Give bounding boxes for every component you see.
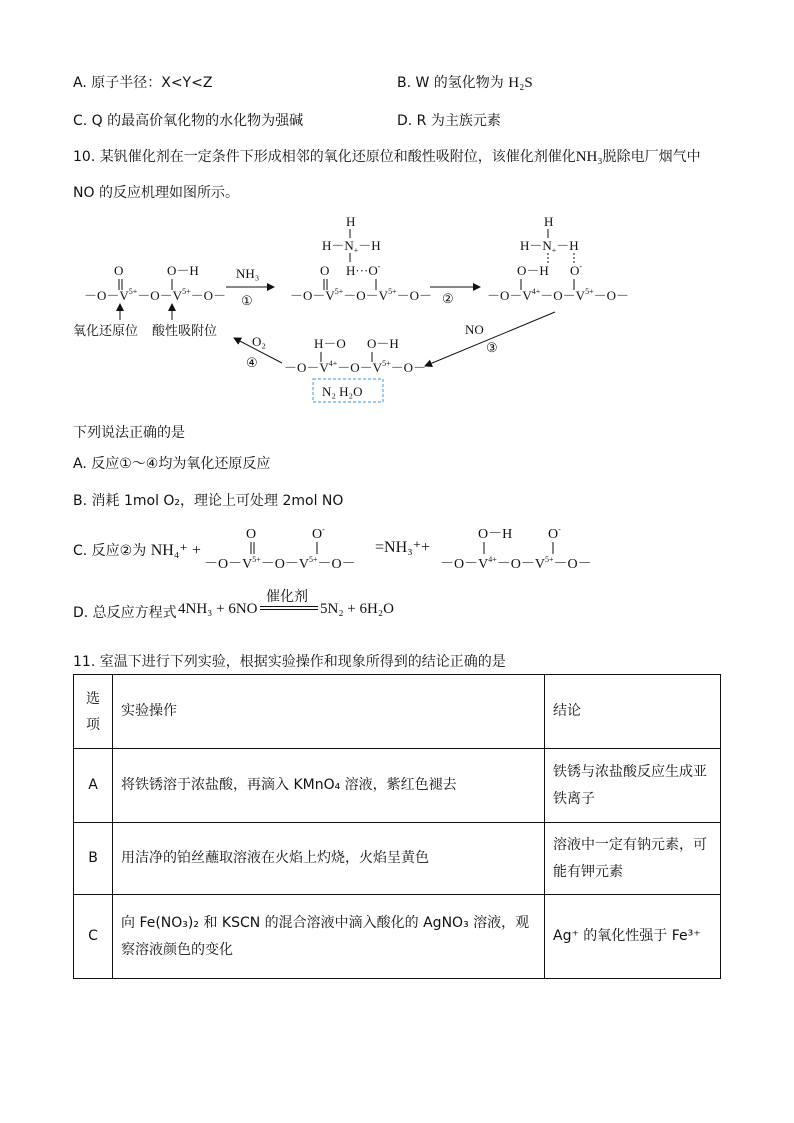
q9-option-b — [397, 72, 533, 92]
step-3-label: ③ — [486, 340, 498, 355]
q10-option-d — [73, 602, 177, 622]
svg-text:O-: O- — [312, 525, 325, 542]
header-operation: 实验操作 — [113, 675, 545, 749]
row-option: C — [74, 895, 113, 979]
mechanism-diagram — [0, 205, 794, 415]
row-operation: 用洁净的铂丝蘸取溶液在火焰上灼烧，火焰呈黄色 — [113, 823, 545, 895]
q10-stem-text: 10. 某钒催化剂在一定条件下形成相邻的氧化还原位和酸性吸附位，该催化剂催化 — [73, 149, 576, 165]
q9-option-b-formula: H₂S — [508, 75, 533, 91]
svg-text:－O－V4+－O－V5+－O－: $-O-V^{4+}-O-V^{5+}-O-$ — [440, 555, 592, 572]
row-conclusion: Ag⁺ 的氧化性强于 Fe³⁺ — [545, 895, 721, 979]
q10-option-b: B. 消耗 1mol O₂，理论上可处理 2mol NO — [73, 493, 344, 509]
q9-option-b-text: B. W 的氢化物为 — [397, 75, 504, 91]
q10-option-d-right: 5N₂ + 6H₂O — [320, 601, 394, 617]
q10-stem-text-end: 脱除电厂烟气中 — [602, 149, 701, 165]
q10-stem-line2: NO 的反应机理如图所示。 — [73, 185, 239, 201]
catalyst-structure-hydroxylated — [284, 336, 426, 375]
reagent-o2: O₂ — [252, 334, 266, 349]
q10-stem-line1 — [73, 146, 701, 166]
table-row — [74, 823, 721, 895]
q10-stem-formula: NH₃ — [575, 149, 603, 165]
svg-text:－O－V5+－O－V5+－O－: $-O-V^{5+}-O-V^{5+}-O-$ — [290, 287, 432, 303]
step-4-label: ④ — [246, 355, 258, 370]
row-conclusion: 铁锈与浓盐酸反应生成亚铁离子 — [545, 749, 721, 823]
q9-option-a: A. 原子半径：X<Y<Z — [73, 75, 213, 91]
svg-text:O: O — [320, 263, 330, 278]
step-2-label: ② — [442, 291, 454, 306]
q10-option-a: A. 反应①～④均为氧化还原反应 — [73, 456, 271, 472]
svg-text:O－H: O－H — [478, 527, 513, 542]
q11-stem: 11. 室温下进行下列实验，根据实验操作和现象所得到的结论正确的是 — [73, 654, 506, 670]
row-option: A — [74, 749, 113, 823]
svg-text:－O－V4+－O－V5+－O－: $-O-V^{4+}-O-V^{5+}-O-$ — [284, 359, 426, 375]
svg-text:O-: O- — [570, 262, 583, 278]
row-option: B — [74, 823, 113, 895]
svg-text:H－N+－H: $H-N_+-H$ — [322, 238, 381, 255]
table-row — [74, 749, 721, 823]
svg-text:H: H — [346, 214, 356, 229]
header-conclusion: 结论 — [545, 675, 721, 749]
svg-text:H－N+－H: $H-N_+-H$ — [520, 238, 579, 255]
svg-text:O: O — [114, 263, 124, 278]
q10-option-c-text: C. 反应②为 — [73, 543, 147, 559]
header-option: 选项 — [74, 675, 113, 749]
q10-option-c-structures — [200, 520, 620, 580]
svg-text:O－H: O－H — [167, 263, 199, 278]
catalyst-structure-nh4-adsorbed — [290, 214, 432, 303]
row-operation: 向 Fe(NO₃)₂ 和 KSCN 的混合溶液中滴入酸化的 AgNO₃ 溶液，观察溶液颜色的变化 — [113, 895, 545, 979]
row-operation: 将铁锈溶于浓盐酸，再滴入 KMnO₄ 溶液，紫红色褪去 — [113, 749, 545, 823]
label-redox-site: 氧化还原位 — [73, 324, 139, 339]
q9-option-c: C. Q 的最高价氧化物的水化物为强碱 — [73, 113, 304, 129]
q10-option-d-text: D. 总反应方程式 — [73, 605, 177, 621]
table-row — [74, 895, 721, 979]
arrow-step-3 — [425, 312, 555, 366]
q9-option-d: D. R 为主族元素 — [397, 113, 501, 129]
reagent-no: NO — [465, 322, 484, 337]
q11-table — [73, 674, 721, 979]
q10-prompt: 下列说法正确的是 — [73, 425, 185, 441]
svg-text:－O－V5+－O－V5+－O－: $-O-V^{5+}-O-V^{5+}-O-$ — [204, 555, 356, 572]
q10-option-d-condition: 催化剂 — [266, 589, 308, 605]
catalyst-structure-initial — [84, 263, 226, 320]
reagent-nh3: NH₃ — [236, 266, 260, 281]
q10-option-d-left: 4NH₃ + 6NO — [178, 601, 258, 617]
products-label: N₂ H₂O — [322, 384, 363, 399]
table-header-row — [74, 675, 721, 749]
q10-option-c-nh4: NH₄⁺ + — [150, 542, 201, 559]
catalyst-structure-reduced — [487, 214, 629, 303]
svg-text:O: O — [246, 527, 257, 542]
svg-text:H···O-: H···O- — [346, 262, 381, 278]
svg-text:H－O: H－O — [314, 336, 346, 351]
q10-option-c — [73, 540, 201, 560]
svg-text:O－H: O－H — [367, 336, 399, 351]
step-1-label: ① — [241, 293, 253, 308]
q10-option-c-equals: =NH₃⁺+ — [375, 539, 431, 556]
q10-option-d-equal-bar — [260, 606, 318, 610]
svg-text:－O－V4+－O－V5+－O－: $-O-V^{4+}-O-V^{5+}-O-$ — [487, 287, 629, 303]
label-acid-site: 酸性吸附位 — [152, 324, 218, 339]
svg-text:O-: O- — [548, 525, 561, 542]
svg-text:－O－V5+－O－V5+－O－: $-O-V^{5+}-O-V^{5+}-O-$ — [84, 287, 226, 303]
svg-text:O－H: O－H — [517, 263, 549, 278]
row-conclusion: 溶液中一定有钠元素，可能有钾元素 — [545, 823, 721, 895]
svg-text:H: H — [544, 214, 554, 229]
